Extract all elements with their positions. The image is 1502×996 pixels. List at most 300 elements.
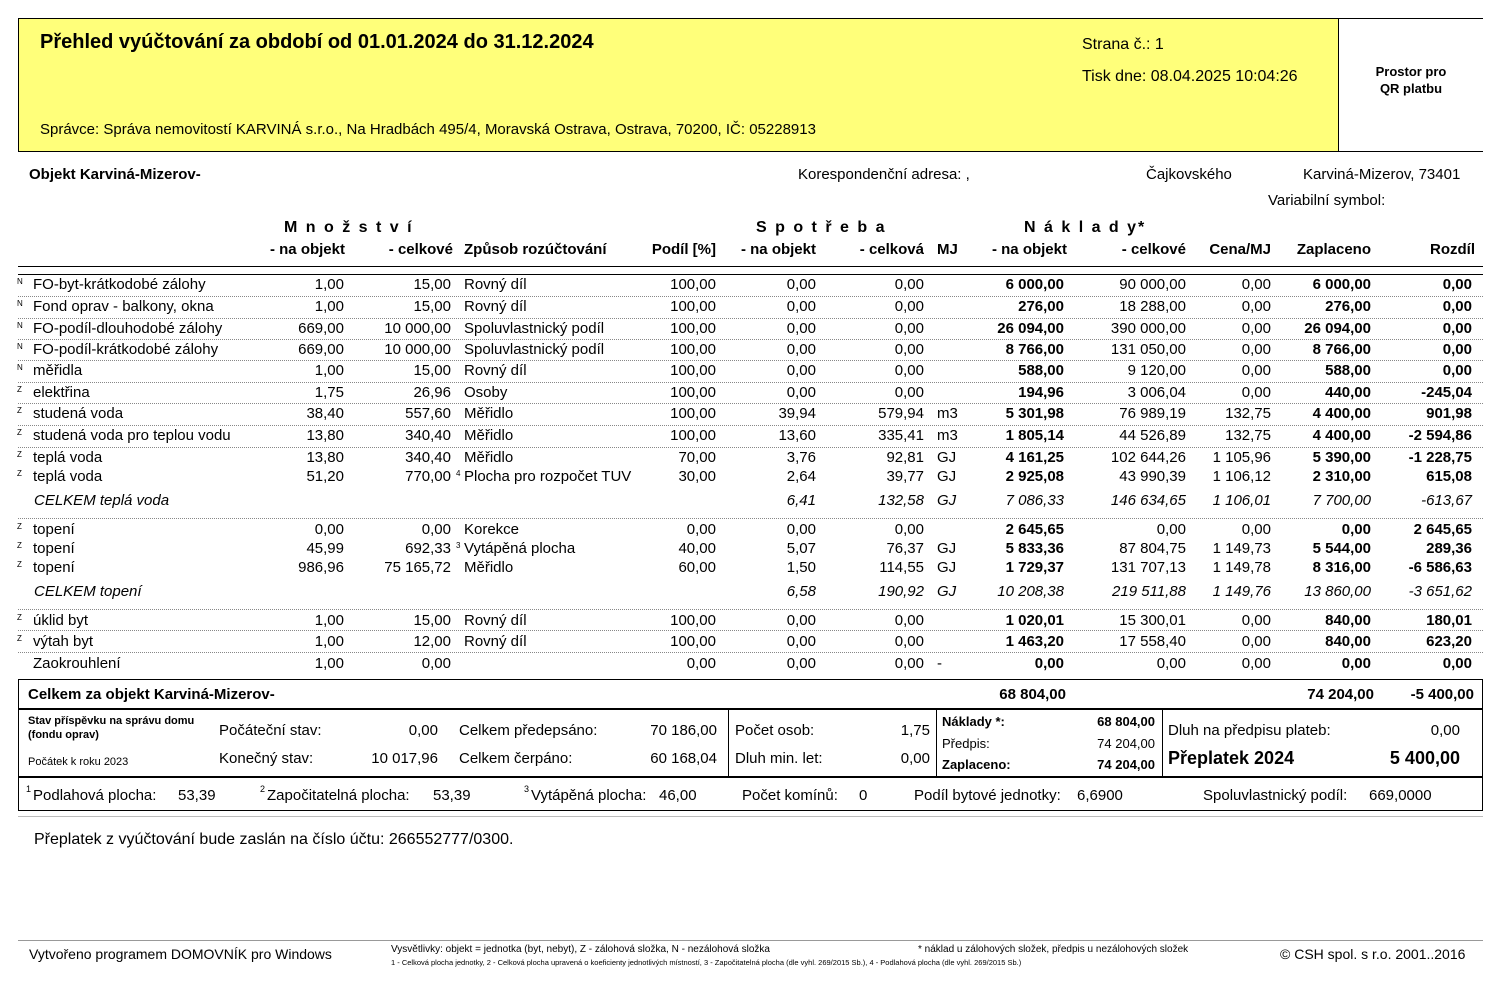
cell-diff: 0,00 (1442, 320, 1472, 337)
cell-price: 0,00 (1241, 298, 1271, 315)
method-footnote-marker: 4 (456, 469, 461, 478)
cell-qo: 13,80 (306, 449, 344, 466)
cell-qt: 15,00 (413, 612, 451, 629)
row-name: FO-podíl-krátkodobé zálohy (33, 341, 219, 358)
object-name: Objekt Karviná-Mizerov- (29, 166, 201, 183)
prescribed-value: 74 204,00 (1097, 736, 1155, 751)
unit-share-label: Podíl bytové jednotky: (914, 787, 1061, 804)
fund-initial-value: 0,00 (408, 722, 438, 739)
cell-paid: 5 544,00 (1312, 540, 1371, 557)
component-type-marker: Z (17, 560, 22, 569)
cell-nt: 18 288,00 (1119, 298, 1186, 315)
cell-nt: 15 300,01 (1119, 612, 1186, 629)
cell-share: 100,00 (670, 276, 716, 293)
footnote-3: 3 (524, 784, 530, 794)
col-cost-total: - celkové (1121, 241, 1186, 258)
row-name: úklid byt (33, 612, 89, 629)
method-footnote-marker: 3 (456, 541, 461, 550)
cell-diff: 180,01 (1426, 612, 1472, 629)
row-divider (18, 403, 1483, 404)
cell-nt: 0,00 (1156, 521, 1186, 538)
cell-nt: 0,00 (1156, 655, 1186, 672)
page-number: Strana č.: 1 (1082, 36, 1164, 53)
cell-co: 0,00 (786, 362, 816, 379)
cell-share: 0,00 (686, 655, 716, 672)
cell-diff: -245,04 (1421, 384, 1472, 401)
cell-share: 100,00 (670, 612, 716, 629)
cell-qo: 669,00 (298, 320, 344, 337)
cell-qo: 51,20 (306, 468, 344, 485)
heated-area-value: 46,00 (659, 787, 697, 804)
cell-qo: 38,40 (306, 405, 344, 422)
cell-ct: 0,00 (894, 521, 924, 538)
component-type-marker: Z (17, 385, 22, 394)
cell-mj: GJ (937, 449, 957, 466)
coowner-share-label: Spoluvlastnický podíl: (1203, 787, 1348, 804)
prescribed-label: Předpis: (942, 736, 990, 751)
cell-diff: 623,20 (1426, 633, 1472, 650)
cell-method: Rovný díl (464, 362, 527, 379)
fund-since: Počátek k roku 2023 (28, 756, 129, 768)
cell-diff: 615,08 (1426, 468, 1472, 485)
cell-nt: 390 000,00 (1110, 320, 1186, 337)
overpayment-value: 5 400,00 (1389, 748, 1460, 768)
floor-area-label: Podlahová plocha: (33, 787, 157, 804)
component-type-marker: N (17, 299, 23, 308)
unit-share-value: 6,6900 (1077, 787, 1123, 804)
cell-paid: 4 400,00 (1312, 405, 1371, 422)
cell-mj: - (937, 655, 942, 672)
cell-co: 2,64 (786, 468, 816, 485)
heated-area-label: Vytápěná plocha: (531, 787, 647, 804)
row-divider (18, 630, 1483, 631)
cell-diff: -613,67 (1421, 492, 1472, 509)
row-divider (18, 318, 1483, 319)
cell-qo: 0,00 (314, 521, 344, 538)
cell-price: 132,75 (1225, 427, 1271, 444)
cell-share: 100,00 (670, 427, 716, 444)
cell-price: 0,00 (1241, 276, 1271, 293)
footer-program: Vytvořeno programem DOMOVNÍK pro Windows (29, 946, 332, 962)
cell-share: 60,00 (678, 559, 716, 576)
cell-nt: 9 120,00 (1127, 362, 1186, 379)
header-divider (18, 266, 1483, 267)
cell-nt: 131 050,00 (1110, 341, 1186, 358)
cell-share: 40,00 (678, 540, 716, 557)
col-cons-object: - na objekt (740, 241, 816, 258)
cell-diff: -1 228,75 (1408, 449, 1472, 466)
cell-ct: 0,00 (894, 320, 924, 337)
print-date: Tisk dne: 08.04.2025 10:04:26 (1082, 68, 1298, 85)
cell-method: Rovný díl (464, 612, 527, 629)
cell-paid: 13 860,00 (1304, 583, 1371, 600)
correspondence-city: Karviná-Mizerov, 73401 (1303, 166, 1461, 183)
object-total-diff: -5 400,00 (1410, 686, 1474, 703)
cell-paid: 8 316,00 (1312, 559, 1371, 576)
cell-ct: 0,00 (894, 276, 924, 293)
cell-qt: 340,40 (405, 449, 451, 466)
cell-co: 0,00 (786, 320, 816, 337)
cell-nt: 43 990,39 (1119, 468, 1186, 485)
paid-value: 74 204,00 (1097, 757, 1155, 772)
manager-info: Správce: Správa nemovitostí KARVINÁ s.r.o., Na Hradbách 495/4, Moravská Ostrava, Ostrava, 70200, IČ: 05228913 (40, 121, 816, 138)
note-divider (18, 816, 1483, 817)
component-type-marker: N (17, 342, 23, 351)
debt-label: Dluh na předpisu plateb: (1168, 722, 1331, 739)
row-name: Zaokrouhlení (33, 655, 121, 672)
cell-no: 588,00 (1018, 362, 1064, 379)
header-yellow-panel (19, 19, 1338, 151)
cell-method: Spoluvlastnický podíl (464, 320, 605, 337)
component-type-marker: N (17, 321, 23, 330)
cell-ct: 0,00 (894, 362, 924, 379)
fund-prescribed-value: 70 186,00 (650, 722, 717, 739)
cell-ct: 190,92 (878, 583, 924, 600)
row-divider (18, 296, 1483, 297)
cell-share: 100,00 (670, 362, 716, 379)
cell-share: 100,00 (670, 633, 716, 650)
correspondence-label: Korespondenční adresa: , (798, 166, 970, 183)
cell-mj: m3 (937, 405, 958, 422)
cell-ct: 39,77 (886, 468, 924, 485)
cell-ct: 132,58 (878, 492, 924, 509)
cell-qo: 1,00 (314, 276, 344, 293)
row-name: elektřina (33, 384, 90, 401)
row-name: topení (33, 521, 75, 538)
cell-price: 1 106,01 (1212, 492, 1271, 509)
row-name: studená voda pro teplou vodu (33, 427, 231, 444)
cell-ct: 0,00 (894, 298, 924, 315)
component-type-marker: N (17, 277, 23, 286)
qr-label-1: Prostor pro (1375, 64, 1447, 79)
component-type-marker: Z (17, 634, 22, 643)
cell-no: 5 301,98 (1005, 405, 1064, 422)
footnote-1: 1 (26, 784, 32, 794)
object-total-paid: 74 204,00 (1307, 686, 1374, 703)
debt-years-value: 0,00 (900, 750, 930, 767)
cell-paid: 5 390,00 (1312, 449, 1371, 466)
cell-mj: GJ (937, 559, 957, 576)
cell-price: 0,00 (1241, 341, 1271, 358)
object-total-costs: 68 804,00 (999, 686, 1066, 703)
object-total-box (18, 679, 1483, 709)
cell-paid: 840,00 (1325, 612, 1371, 629)
cell-qt: 15,00 (413, 298, 451, 315)
footer-legend-1b: * náklad u zálohových složek, předpis u nezálohových složek (918, 944, 1189, 955)
debt-value: 0,00 (1430, 722, 1460, 739)
cell-ct: 0,00 (894, 384, 924, 401)
cell-co: 0,00 (786, 521, 816, 538)
col-paid: Zaplaceno (1296, 241, 1371, 258)
cell-share: 100,00 (670, 341, 716, 358)
row-divider (18, 652, 1483, 653)
cell-paid: 276,00 (1325, 298, 1371, 315)
coowner-share-value: 669,0000 (1369, 787, 1432, 804)
cell-method: Rovný díl (464, 633, 527, 650)
footer-legend-1: Vysvětlivky: objekt = jednotka (byt, nebyt), Z - zálohová složka, N - nezálohová složka (391, 944, 770, 955)
component-type-marker: Z (17, 522, 22, 531)
cell-no: 7 086,33 (1005, 492, 1064, 509)
costs-label: Náklady *: (942, 714, 1005, 729)
cell-price: 1 149,78 (1212, 559, 1271, 576)
row-name: CELKEM topení (34, 583, 142, 600)
cell-no: 10 208,38 (997, 583, 1064, 600)
cell-no: 1 805,14 (1005, 427, 1064, 444)
fund-drawn-value: 60 168,04 (650, 750, 717, 767)
refund-note: Přeplatek z vyúčtování bude zaslán na číslo účtu: 266552777/0300. (34, 831, 514, 848)
cell-qt: 15,00 (413, 362, 451, 379)
persons-value: 1,75 (900, 722, 930, 739)
summary-divider-3 (1162, 710, 1163, 776)
debt-years-label: Dluh min. let: (735, 750, 823, 767)
row-divider (18, 360, 1483, 361)
row-divider (18, 425, 1483, 426)
col-qty-total: - celkové (388, 241, 453, 258)
cell-paid: 2 310,00 (1312, 468, 1371, 485)
row-name: topení (33, 540, 75, 557)
footer-copyright: © CSH spol. s r.o. 2001..2016 (1280, 946, 1466, 962)
cell-qt: 10 000,00 (384, 320, 451, 337)
cell-co: 5,07 (786, 540, 816, 557)
cell-no: 2 645,65 (1005, 521, 1064, 538)
cell-qt: 0,00 (421, 521, 451, 538)
cell-qo: 1,00 (314, 655, 344, 672)
cell-qt: 557,60 (405, 405, 451, 422)
cell-nt: 76 989,19 (1119, 405, 1186, 422)
row-divider (18, 382, 1483, 383)
cell-method: Rovný díl (464, 276, 527, 293)
cell-co: 6,41 (786, 492, 816, 509)
cell-method: Plocha pro rozpočet TUV (464, 468, 632, 485)
persons-label: Počet osob: (735, 722, 815, 739)
cell-diff: 0,00 (1442, 341, 1472, 358)
cell-no: 276,00 (1018, 298, 1064, 315)
cell-ct: 0,00 (894, 655, 924, 672)
summary-box (18, 709, 1483, 777)
cell-no: 2 925,08 (1005, 468, 1064, 485)
cell-diff: -2 594,86 (1408, 427, 1472, 444)
cell-share: 100,00 (670, 320, 716, 337)
row-divider (18, 609, 1483, 610)
cell-no: 1 729,37 (1005, 559, 1064, 576)
cell-nt: 87 804,75 (1119, 540, 1186, 557)
summary-divider-1 (728, 710, 729, 776)
cell-no: 4 161,25 (1005, 449, 1064, 466)
cell-ct: 92,81 (886, 449, 924, 466)
cell-price: 132,75 (1225, 405, 1271, 422)
cell-qt: 770,00 (405, 468, 451, 485)
cell-method: Korekce (464, 521, 520, 538)
countable-area-label: Započitatelná plocha: (267, 787, 410, 804)
row-name: teplá voda (33, 449, 103, 466)
cell-share: 100,00 (670, 405, 716, 422)
cell-mj: GJ (937, 583, 957, 600)
cell-share: 70,00 (678, 449, 716, 466)
cell-qo: 45,99 (306, 540, 344, 557)
cell-qt: 340,40 (405, 427, 451, 444)
col-price: Cena/MJ (1209, 241, 1271, 258)
row-divider (18, 518, 1483, 519)
cell-share: 100,00 (670, 298, 716, 315)
cell-paid: 440,00 (1325, 384, 1371, 401)
cell-ct: 76,37 (886, 540, 924, 557)
cell-qt: 10 000,00 (384, 341, 451, 358)
cell-qo: 1,00 (314, 633, 344, 650)
component-type-marker: Z (17, 406, 22, 415)
cell-method: Měřidlo (464, 449, 514, 466)
component-type-marker: Z (17, 450, 22, 459)
cell-price: 1 105,96 (1212, 449, 1271, 466)
cell-qt: 0,00 (421, 655, 451, 672)
cell-co: 39,94 (778, 405, 816, 422)
cell-price: 1 106,12 (1212, 468, 1271, 485)
areas-box (18, 777, 1483, 811)
cell-nt: 102 644,26 (1110, 449, 1186, 466)
fund-label: Stav příspěvku na správu domu (fondu oprav) (28, 715, 195, 741)
cell-co: 13,60 (778, 427, 816, 444)
cell-no: 1 463,20 (1005, 633, 1064, 650)
cell-qo: 669,00 (298, 341, 344, 358)
cell-qo: 13,80 (306, 427, 344, 444)
cell-nt: 44 526,89 (1119, 427, 1186, 444)
footnote-2: 2 (260, 784, 266, 794)
cell-share: 30,00 (678, 468, 716, 485)
cell-share: 0,00 (686, 521, 716, 538)
cell-price: 1 149,73 (1212, 540, 1271, 557)
cell-co: 0,00 (786, 341, 816, 358)
qr-placeholder (1338, 19, 1483, 151)
cell-no: 5 833,36 (1005, 540, 1064, 557)
quantity-group-header: M n o ž s t v í (284, 219, 414, 236)
col-qty-object: - na objekt (269, 241, 345, 258)
cell-nt: 219 511,88 (1112, 583, 1186, 600)
cell-qo: 1,00 (314, 362, 344, 379)
cell-diff: -6 586,63 (1408, 559, 1472, 576)
component-type-marker: Z (17, 613, 22, 622)
cell-mj: GJ (937, 468, 957, 485)
cell-price: 0,00 (1241, 362, 1271, 379)
cell-mj: GJ (937, 492, 957, 509)
cell-diff: 2 645,65 (1413, 521, 1472, 538)
cell-qt: 692,33 (405, 540, 451, 557)
cell-qo: 1,75 (314, 384, 344, 401)
fund-final-value: 10 017,96 (371, 750, 438, 767)
cell-method: Měřidlo (464, 559, 514, 576)
cell-price: 0,00 (1241, 612, 1271, 629)
row-name: CELKEM teplá voda (34, 492, 170, 509)
cell-ct: 335,41 (878, 427, 924, 444)
fund-prescribed-label: Celkem předepsáno: (459, 722, 598, 739)
cell-co: 3,76 (786, 449, 816, 466)
cell-paid: 26 094,00 (1304, 320, 1371, 337)
costs-group-header: N á k l a d y* (1024, 219, 1147, 236)
cell-diff: 0,00 (1442, 655, 1472, 672)
chimney-value: 0 (859, 787, 868, 804)
cell-method: Měřidlo (464, 405, 514, 422)
cell-qt: 12,00 (413, 633, 451, 650)
cell-diff: 0,00 (1442, 362, 1472, 379)
cell-diff: 289,36 (1426, 540, 1472, 557)
row-divider (18, 447, 1483, 448)
cell-nt: 131 707,13 (1110, 559, 1186, 576)
fund-drawn-label: Celkem čerpáno: (459, 750, 573, 767)
component-type-marker: Z (17, 469, 22, 478)
cell-co: 1,50 (786, 559, 816, 576)
cell-paid: 4 400,00 (1312, 427, 1371, 444)
cell-qt: 26,96 (413, 384, 451, 401)
fund-initial-label: Počáteční stav: (219, 722, 322, 739)
cell-co: 0,00 (786, 633, 816, 650)
cell-co: 0,00 (786, 384, 816, 401)
cell-ct: 0,00 (894, 633, 924, 650)
col-cons-total: - celková (859, 241, 924, 258)
paid-label: Zaplaceno: (942, 757, 1011, 772)
variable-symbol-label: Variabilní symbol: (1268, 192, 1386, 209)
cell-co: 6,58 (786, 583, 816, 600)
row-name: měřidla (33, 362, 83, 379)
cell-price: 0,00 (1241, 633, 1271, 650)
component-type-marker: N (17, 363, 23, 372)
row-name: studená voda (33, 405, 124, 422)
col-diff: Rozdíl (1430, 241, 1475, 258)
cell-ct: 0,00 (894, 612, 924, 629)
cell-qo: 986,96 (298, 559, 344, 576)
cell-nt: 146 634,65 (1110, 492, 1186, 509)
component-type-marker: Z (17, 541, 22, 550)
footer-legend-2: 1 - Celková plocha jednotky, 2 - Celková plocha upravená o koeficienty jednotlivých místností, 3 - Započitatelná plocha (dle vyhl. 269/2015 Sb.), 4 - Podlahová plocha (dle vyhl. 269/2015 Sb.) (391, 958, 1022, 967)
correspondence-street: Čajkovského (1146, 166, 1232, 183)
countable-area-value: 53,39 (433, 787, 471, 804)
cell-ct: 0,00 (894, 341, 924, 358)
footer-divider (18, 940, 1483, 941)
cell-co: 0,00 (786, 612, 816, 629)
document-header (18, 18, 1483, 152)
cell-method: Rovný díl (464, 298, 527, 315)
cell-no: 1 020,01 (1005, 612, 1064, 629)
cell-method: Osoby (464, 384, 508, 401)
col-method: Způsob rozúčtování (464, 241, 607, 258)
row-divider (18, 274, 1483, 275)
cell-paid: 7 700,00 (1312, 492, 1371, 509)
cell-no: 8 766,00 (1005, 341, 1064, 358)
cell-method: Měřidlo (464, 427, 514, 444)
cell-nt: 90 000,00 (1119, 276, 1186, 293)
cell-diff: 901,98 (1426, 405, 1472, 422)
cell-method: Vytápěná plocha (464, 540, 576, 557)
cell-mj: m3 (937, 427, 958, 444)
cell-nt: 17 558,40 (1119, 633, 1186, 650)
cell-price: 1 149,76 (1212, 583, 1271, 600)
report-title: Přehled vyúčtování za období od 01.01.2024 do 31.12.2024 (40, 31, 594, 53)
object-total-label: Celkem za objekt Karviná-Mizerov- (28, 686, 275, 703)
row-name: topení (33, 559, 75, 576)
floor-area-value: 53,39 (178, 787, 216, 804)
cell-no: 0,00 (1034, 655, 1064, 672)
consumption-group-header: S p o t ř e b a (756, 219, 887, 236)
chimney-label: Počet komínů: (742, 787, 838, 804)
row-name: výtah byt (33, 633, 94, 650)
row-name: FO-podíl-dlouhodobé zálohy (33, 320, 223, 337)
row-name: teplá voda (33, 468, 103, 485)
cell-method: Spoluvlastnický podíl (464, 341, 605, 358)
cell-no: 194,96 (1018, 384, 1064, 401)
cell-ct: 114,55 (879, 559, 924, 576)
cell-qo: 1,00 (314, 612, 344, 629)
col-share: Podíl [%] (651, 241, 716, 258)
cell-paid: 0,00 (1341, 521, 1371, 538)
cell-price: 0,00 (1241, 384, 1271, 401)
cell-mj: GJ (937, 540, 957, 557)
